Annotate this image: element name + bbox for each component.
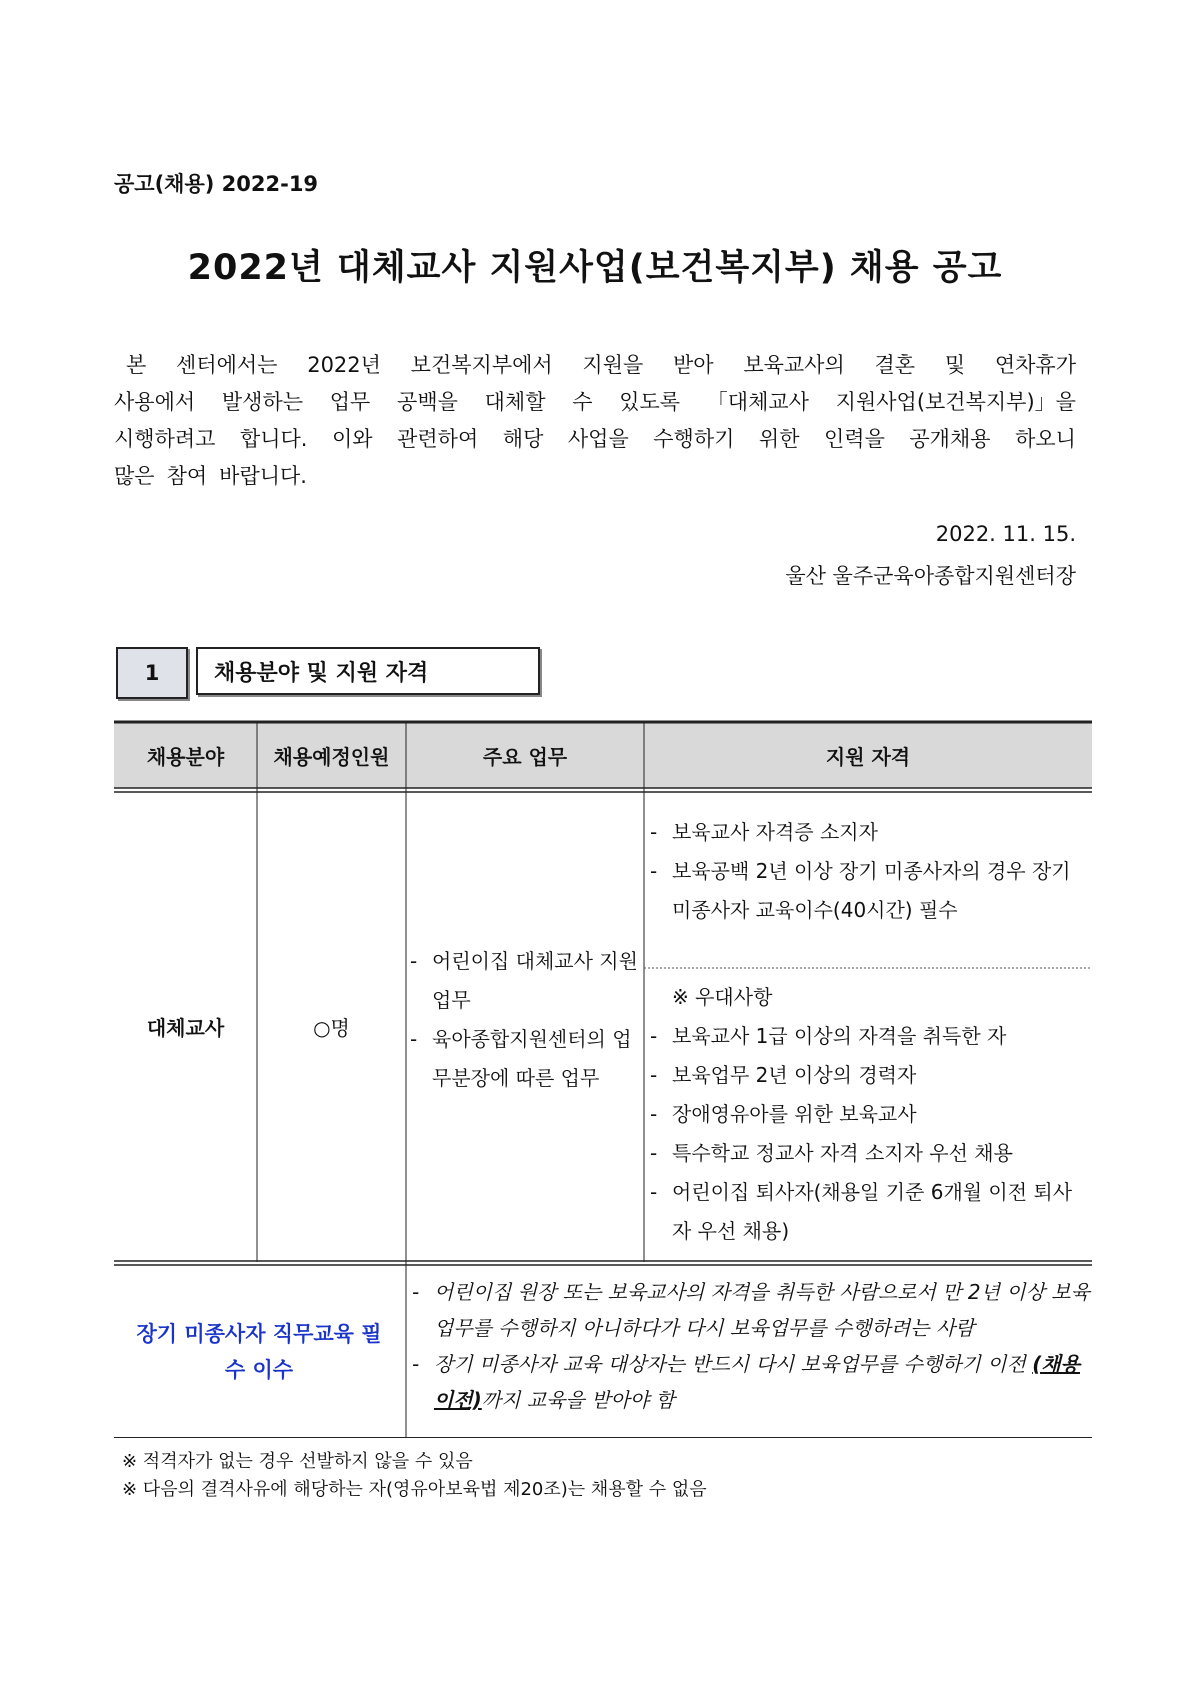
qualification-item: - 보육공백 2년 이상 장기 미종사자의 경우 장기 미종사자 교육이수(40시간) 필수 [650,852,1088,930]
header-field: 채용분야 [146,744,225,769]
intro-word: 하오니 [1015,427,1076,451]
intro-paragraph [114,347,1076,495]
header-headcount: 채용예정인원 [273,744,390,769]
intro-word: 대체할 [484,390,546,414]
intro-word: 합니다. [239,427,308,451]
intro-word: 수행하기 [653,427,735,451]
intro-word: 참여 [166,464,208,488]
intro-word: 많은 [114,464,155,488]
intro-word: 사용에서 [114,390,196,414]
intro-word: 결혼 [874,353,916,377]
field-cell: 대체교사 [146,1016,225,1040]
intro-word: 「대체교사 [706,390,809,414]
intro-word: 지원사업(보건복지부)」을 [835,390,1076,414]
preferences-cell [650,978,1088,1251]
intro-word: 보건복지부에서 [410,353,553,377]
header-duties: 주요 업무 [482,744,568,769]
intro-word: 본 [126,353,147,377]
preference-item: - 보육업무 2년 이상의 경력자 [650,1056,1088,1095]
intro-word: 공개채용 [909,427,991,451]
intro-word: 관련하여 [397,427,479,451]
header-qualifications: 지원 자격 [825,744,911,769]
intro-word: 및 [944,353,966,377]
preference-list [650,978,1088,1251]
issuing-organization: 울산 울주군육아종합지원센터장 [785,564,1076,588]
training-note-text: 까지 교육을 받아야 함 [481,1388,675,1412]
headcount-cell: ○명 [313,1016,350,1040]
intro-word: 인력을 [824,427,885,451]
training-notes-list [412,1274,1092,1418]
intro-word: 수 [572,390,593,414]
duties-cell [410,942,644,1098]
intro-word: 해당 [502,427,544,451]
intro-word: 이와 [332,427,373,451]
intro-word: 받아 [673,353,714,377]
intro-line [114,421,1076,458]
section-number-box: 1 [116,647,188,699]
intro-word: 바랍니다. [219,464,307,488]
intro-line [114,384,1076,421]
training-note [412,1346,1092,1418]
intro-word: 발생하는 [221,390,304,414]
duties-list [410,942,644,1098]
intro-word: 보육교사의 [743,353,845,377]
preference-item: - 어린이집 퇴사자(채용일 기준 6개월 이전 퇴사자 우선 채용) [650,1173,1088,1251]
intro-line [114,347,1076,384]
training-note-text: 장기 미종사자 교육 대상자는 반드시 다시 보육업무를 수행하기 이전 [434,1352,1033,1376]
preference-item: - 보육교사 1급 이상의 자격을 취득한 자 [650,1017,1088,1056]
qualification-list [650,813,1088,930]
intro-word: 위한 [758,427,800,451]
announcement-date: 2022. 11. 15. [935,522,1076,546]
intro-word: 연차휴가 [994,353,1076,377]
training-notes-cell [412,1274,1092,1418]
intro-word: 시행하려고 [114,427,216,451]
intro-word: 사업을 [567,427,629,451]
training-note-emphasis: (채용 이전) [434,1352,1080,1412]
intro-line [114,458,1076,495]
intro-word: 지원을 [582,353,644,377]
intro-word: 있도록 [619,390,681,414]
intro-word: 업무 [329,390,371,414]
training-label: 장기 미종사자 직무교육 필수 이수 [136,1321,382,1382]
footnotes [122,1448,707,1504]
preference-item: - 장애영유아를 위한 보육교사 [650,1095,1088,1134]
preference-item: - 특수학교 정교사 자격 소지자 우선 채용 [650,1134,1088,1173]
qualifications-cell [650,813,1088,930]
preference-title: ※ 우대사항 [672,985,773,1009]
intro-word: 공백을 [397,390,458,414]
intro-word: 2022년 [307,353,381,377]
notice-number: 공고(채용) 2022-19 [114,172,319,196]
footnote: ※ 적격자가 없는 경우 선발하지 않을 수 있음 [122,1451,473,1472]
footnote: ※ 다음의 결격사유에 해당하는 자(영유아보육법 제20조)는 채용할 수 없음 [122,1479,707,1500]
duty-item: - 어린이집 대체교사 지원 업무 [410,942,644,1020]
document-title: 2022년 대체교사 지원사업(보건복지부) 채용 공고 [187,248,1003,288]
intro-word: 센터에서는 [176,353,278,377]
qualification-item: - 보육교사 자격증 소지자 [650,813,1088,852]
training-note: - 어린이집 원장 또는 보육교사의 자격을 취득한 사람으로서 만 2년 이상 보육업무를 수행하지 아니하다가 다시 보육업무를 수행하려는 사람 [412,1274,1092,1346]
section-title-box: 채용분야 및 지원 자격 [196,647,540,695]
duty-item: - 육아종합지원센터의 업무분장에 따른 업무 [410,1020,644,1098]
